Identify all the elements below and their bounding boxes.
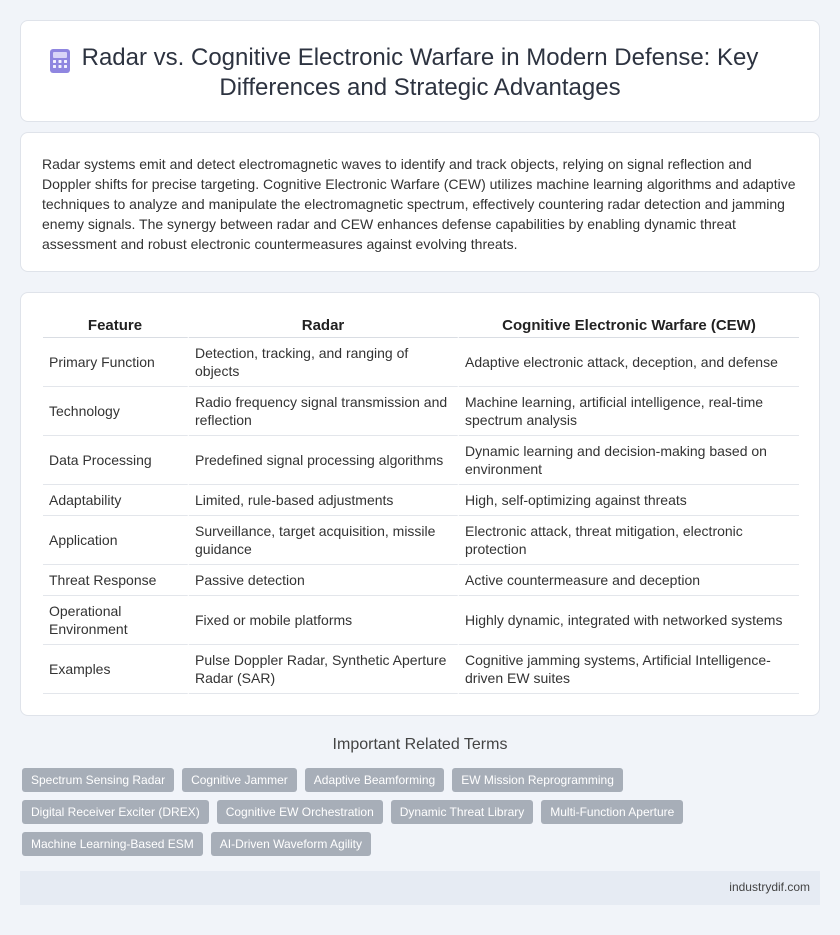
related-term-tag[interactable]: Dynamic Threat Library xyxy=(391,800,534,824)
table-row xyxy=(43,436,799,485)
table-row xyxy=(43,387,799,436)
cell-radar: Fixed or mobile platforms xyxy=(189,596,459,645)
related-terms-title: Important Related Terms xyxy=(332,736,508,753)
footer xyxy=(20,871,820,905)
cell-radar: Passive detection xyxy=(189,565,459,596)
related-term-tag[interactable]: Cognitive EW Orchestration xyxy=(217,800,383,824)
comparison-card xyxy=(20,292,820,716)
cell-radar: Limited, rule-based adjustments xyxy=(189,485,459,516)
cell-feature: Operational Environment xyxy=(43,596,189,645)
header-cew: Cognitive Electronic Warfare (CEW) xyxy=(459,315,799,338)
cell-cew: Electronic attack, threat mitigation, electronic protection xyxy=(459,516,799,565)
cell-feature: Examples xyxy=(43,645,189,694)
page-title-line2: Differences and Strategic Advantages xyxy=(219,74,621,101)
related-term-tag[interactable]: EW Mission Reprogramming xyxy=(452,768,623,792)
cell-cew: Highly dynamic, integrated with networked systems xyxy=(459,596,799,645)
related-term-tag[interactable]: Machine Learning-Based ESM xyxy=(22,832,203,856)
related-term-tag[interactable]: Digital Receiver Exciter (DREX) xyxy=(22,800,209,824)
cell-feature: Data Processing xyxy=(43,436,189,485)
cell-feature: Technology xyxy=(43,387,189,436)
cell-radar: Detection, tracking, and ranging of objects xyxy=(189,338,459,387)
page-title-line1: Radar vs. Cognitive Electronic Warfare in Modern Defense: Key xyxy=(81,44,759,71)
cell-feature: Application xyxy=(43,516,189,565)
cell-cew: Machine learning, artificial intelligence, real-time spectrum analysis xyxy=(459,387,799,436)
cell-cew: Cognitive jamming systems, Artificial Intelligence-driven EW suites xyxy=(459,645,799,694)
related-terms-list xyxy=(22,768,802,856)
table-row xyxy=(43,485,799,516)
title-card xyxy=(20,20,820,122)
cell-cew: Dynamic learning and decision-making based on environment xyxy=(459,436,799,485)
footer-site: industrydif.com xyxy=(729,880,810,894)
cell-radar: Predefined signal processing algorithms xyxy=(189,436,459,485)
table-header-row xyxy=(43,315,799,338)
intro-card xyxy=(20,132,820,272)
cell-feature: Adaptability xyxy=(43,485,189,516)
related-term-tag[interactable]: Cognitive Jammer xyxy=(182,768,297,792)
cell-radar: Radio frequency signal transmission and reflection xyxy=(189,387,459,436)
header-radar: Radar xyxy=(189,315,459,338)
table-row xyxy=(43,338,799,387)
related-term-tag[interactable]: AI-Driven Waveform Agility xyxy=(211,832,371,856)
table-row xyxy=(43,565,799,596)
cell-cew: Active countermeasure and deception xyxy=(459,565,799,596)
related-term-tag[interactable]: Adaptive Beamforming xyxy=(305,768,444,792)
cell-feature: Primary Function xyxy=(43,338,189,387)
comparison-table xyxy=(43,315,799,694)
table-row xyxy=(43,645,799,694)
cell-radar: Pulse Doppler Radar, Synthetic Aperture Radar (SAR) xyxy=(189,645,459,694)
cell-radar: Surveillance, target acquisition, missile guidance xyxy=(189,516,459,565)
cell-cew: Adaptive electronic attack, deception, and defense xyxy=(459,338,799,387)
table-row xyxy=(43,516,799,565)
cell-feature: Threat Response xyxy=(43,565,189,596)
related-term-tag[interactable]: Spectrum Sensing Radar xyxy=(22,768,174,792)
related-term-tag[interactable]: Multi-Function Aperture xyxy=(541,800,683,824)
page-title xyxy=(61,43,779,103)
header-feature: Feature xyxy=(43,315,189,338)
intro-paragraph: Radar systems emit and detect electromagnetic waves to identify and track objects, relying on signal reflection and Doppler shifts for precise targeting. Cognitive Electronic Warfare (CEW) utilizes machine learning algorithms and adaptive techniques to analyze and manipulate the electromagnetic spectrum, effectively countering radar detection and jamming enemy signals. The synergy between radar and CEW enhances defense capabilities by enabling dynamic threat assessment and robust electronic countermeasures against evolving threats. xyxy=(42,156,796,252)
cell-cew: High, self-optimizing against threats xyxy=(459,485,799,516)
table-row xyxy=(43,596,799,645)
